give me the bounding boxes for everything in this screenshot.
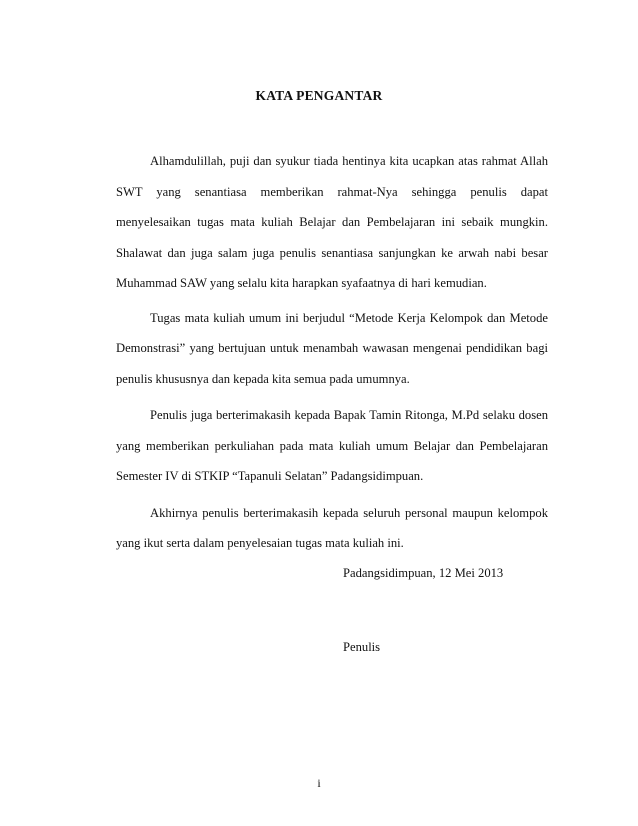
place-date: Padangsidimpuan, 12 Mei 2013 [343, 566, 504, 580]
page-number: i [317, 776, 321, 790]
page-title: KATA PENGANTAR [255, 88, 383, 103]
paragraph-4: Akhirnya penulis berterimakasih kepada seluruh personal maupun kelompok yang ikut serta dalam penyelesaian tugas mata kuliah ini. [116, 505, 548, 550]
paragraph-2: Tugas mata kuliah umum ini berjudul “Metode Kerja Kelompok dan Metode Demonstrasi” yang bertujuan untuk menambah wawasan mengenai pendidikan bagi penulis khususnya dan kepada kita semua pada umumnya. [116, 310, 548, 386]
author-signature: Penulis [343, 640, 381, 654]
paragraph-1: Alhamdulillah, puji dan syukur tiada hentinya kita ucapkan atas rahmat Allah SWT yang senantiasa memberikan rahmat-Nya sehingga penulis dapat menyelesaikan tugas mata kuliah Belajar dan Pembelajaran ini sebaik mungkin. Shalawat dan juga salam juga penulis senantiasa sanjungkan ke arwah nabi besar Muhammad SAW yang selalu kita harapkan syafaatnya di hari kemudian. [116, 154, 548, 290]
document-body [116, 146, 548, 559]
paragraph-3: Penulis juga berterimakasih kepada Bapak Tamin Ritonga, M.Pd selaku dosen yang memberikan perkuliahan pada mata kuliah umum Belajar dan Pembelajaran Semester IV di STKIP “Tapanuli Selatan” Padangsidimpuan. [116, 408, 548, 483]
